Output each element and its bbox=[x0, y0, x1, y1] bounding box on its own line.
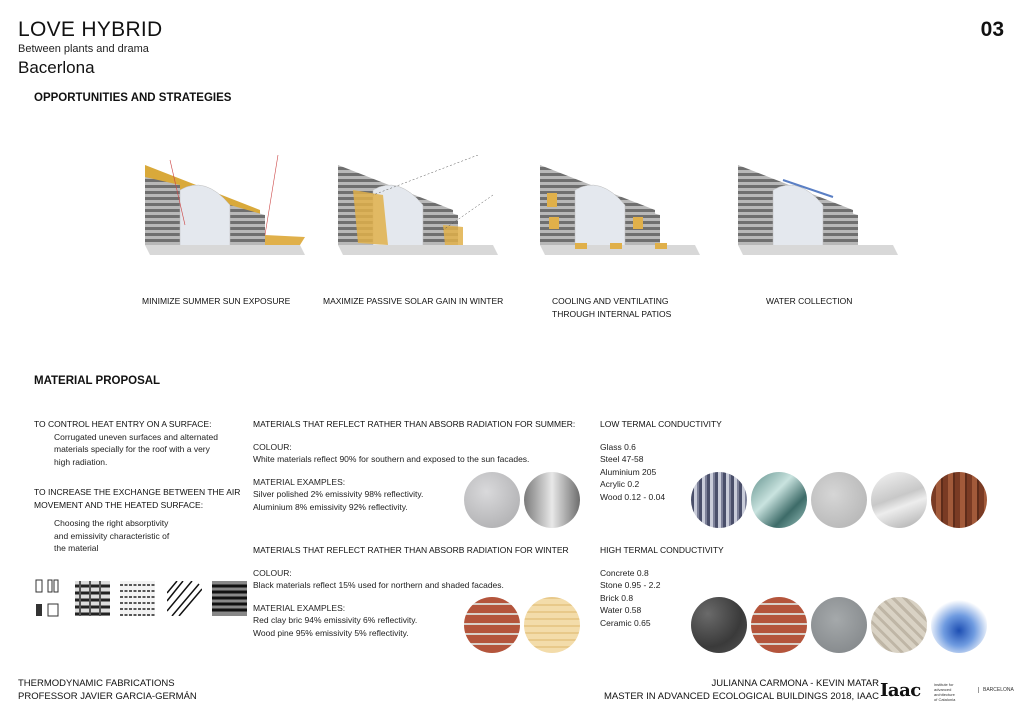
summer-colour-text: White materials reflect 90% for southern and exposed to the sun facades. bbox=[253, 454, 530, 464]
low-item-glass: Glass 0.6 bbox=[600, 441, 636, 452]
swatch-wood bbox=[931, 472, 987, 528]
winter-colour-text: Black materials reflect 15% used for northern and shaded facades. bbox=[253, 580, 504, 590]
summer-examples-label: MATERIAL EXAMPLES: bbox=[253, 476, 346, 487]
texture-slats-icon bbox=[212, 581, 247, 616]
low-item-aluminium: Aluminium 205 bbox=[600, 466, 657, 477]
winter-heading: MATERIALS THAT REFLECT RATHER THAN ABSORB RADIATION FOR WINTER bbox=[253, 545, 569, 555]
swatch-glass bbox=[751, 472, 807, 528]
winter-example-1: Red clay bric 94% emissivity 6% reflectivity. bbox=[253, 615, 418, 625]
swatch-aluminium bbox=[524, 472, 580, 528]
page-subtitle: Between plants and drama bbox=[18, 43, 149, 55]
high-item-ceramic: Ceramic 0.65 bbox=[600, 617, 651, 628]
summer-heading: MATERIALS THAT REFLECT RATHER THAN ABSORB RADIATION FOR SUMMER: bbox=[253, 419, 576, 429]
high-item-concrete: Concrete 0.8 bbox=[600, 567, 649, 578]
low-item-steel: Steel 47-58 bbox=[600, 454, 644, 464]
strategy-caption-3: COOLING AND VENTILATING THROUGH INTERNAL PATIOS bbox=[552, 296, 672, 319]
strategy-caption-4: WATER COLLECTION bbox=[766, 296, 853, 306]
left-column bbox=[34, 418, 249, 555]
high-conductivity-heading: HIGH TERMAL CONDUCTIVITY bbox=[600, 545, 724, 555]
strategy-caption-1: MINIMIZE SUMMER SUN EXPOSURE bbox=[142, 296, 291, 306]
heat-entry-heading: TO CONTROL HEAT ENTRY ON A SURFACE: bbox=[34, 419, 212, 429]
winter-examples-label: MATERIAL EXAMPLES: bbox=[253, 602, 346, 613]
diagram-summer-sun bbox=[140, 155, 310, 265]
swatch-red-clay-brick bbox=[464, 597, 520, 653]
footer-course: THERMODYNAMIC FABRICATIONS bbox=[18, 678, 175, 689]
swatch-ceramic bbox=[871, 597, 927, 653]
low-item-wood: Wood 0.12 - 0.04 bbox=[600, 491, 666, 502]
iaac-logo: Iaac institute for advanced architecture of Catalonia BARCELONA bbox=[880, 680, 1014, 702]
swatch-stone bbox=[691, 597, 747, 653]
low-item-acrylic: Acrylic 0.2 bbox=[600, 479, 640, 489]
summer-example-2: Aluminium 8% emissivity 92% reflectivity. bbox=[253, 501, 408, 512]
swatch-water bbox=[931, 597, 987, 653]
page-title: LOVE HYBRID bbox=[18, 18, 163, 41]
page-number: 03 bbox=[980, 18, 1004, 41]
swatch-concrete bbox=[811, 597, 867, 653]
footer-professor: PROFESSOR JAVIER GARCIA-GERMÁN bbox=[18, 691, 197, 702]
footer-authors: JULIANNA CARMONA - KEVIN MATAR bbox=[711, 678, 879, 689]
diagram-winter-solar-gain bbox=[333, 155, 503, 265]
winter-example-2: Wood pine 95% emissivity 5% reflectivity. bbox=[253, 627, 409, 638]
winter-colour-label: COLOUR: bbox=[253, 567, 292, 578]
high-item-water: Water 0.58 bbox=[600, 605, 642, 615]
opportunities-heading: OPPORTUNITIES AND STRATEGIES bbox=[34, 92, 232, 104]
swatch-brick bbox=[751, 597, 807, 653]
swatch-aluminium-low bbox=[811, 472, 867, 528]
swatch-acrylic bbox=[871, 472, 927, 528]
material-heading: MATERIAL PROPOSAL bbox=[34, 375, 161, 387]
high-item-stone: Stone 0.95 - 2.2 bbox=[600, 580, 661, 590]
heat-entry-text: Corrugated uneven surfaces and alternated materials specially for the roof with a very high radiation. bbox=[54, 431, 218, 467]
diagram-cooling-ventilating bbox=[535, 155, 705, 265]
swatch-wood-pine bbox=[524, 597, 580, 653]
texture-brick-icon bbox=[120, 581, 155, 616]
swatch-silver bbox=[464, 472, 520, 528]
texture-weave-icon bbox=[75, 581, 110, 616]
texture-diagonal-icon bbox=[167, 581, 202, 616]
summer-example-1: Silver polished 2% emissivity 98% reflectivity. bbox=[253, 489, 424, 499]
strategy-caption-2: MAXIMIZE PASSIVE SOLAR GAIN IN WINTER bbox=[323, 296, 504, 306]
swatch-steel bbox=[691, 472, 747, 528]
summer-colour-label: COLOUR: bbox=[253, 441, 292, 452]
exchange-text: Choosing the right absorptivity and emissivity characteristic of the material bbox=[54, 518, 170, 553]
low-conductivity-heading: LOW TERMAL CONDUCTIVITY bbox=[600, 419, 722, 429]
exchange-heading: TO INCREASE THE EXCHANGE BETWEEN THE AIR MOVEMENT AND THE HEATED SURFACE: bbox=[34, 487, 241, 510]
high-item-brick: Brick 0.8 bbox=[600, 592, 634, 603]
diagram-water-collection bbox=[733, 155, 903, 265]
footer-program: MASTER IN ADVANCED ECOLOGICAL BUILDINGS 2018, IAAC bbox=[603, 691, 879, 702]
city-label: Bacerlona bbox=[18, 58, 95, 77]
corrugation-profile-icon bbox=[34, 578, 60, 620]
